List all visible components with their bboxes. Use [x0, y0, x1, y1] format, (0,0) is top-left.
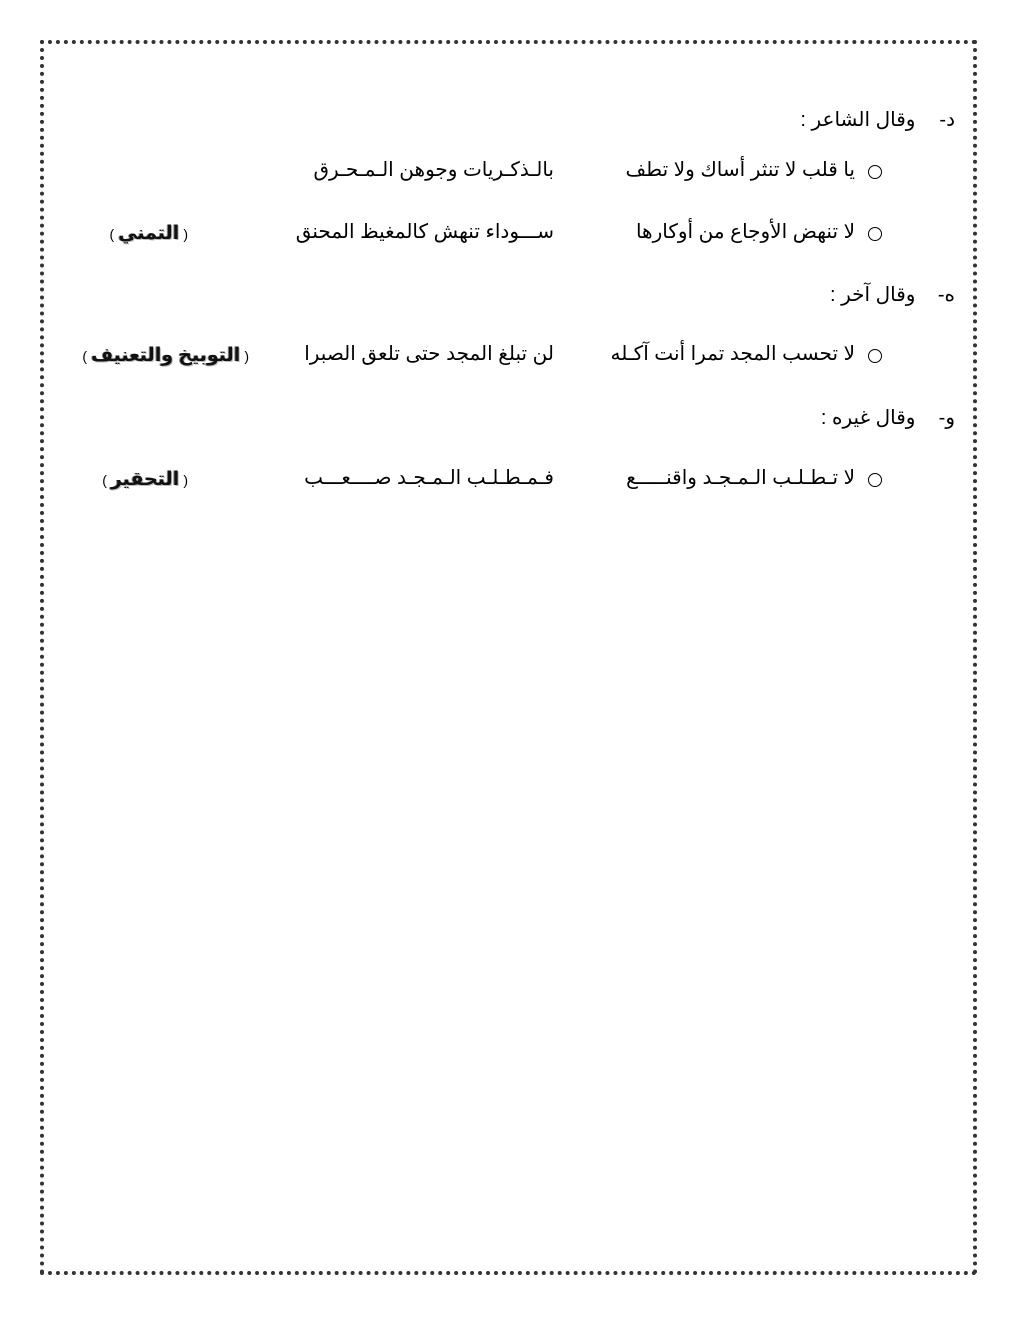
rhetorical-label: (التحقير) — [102, 469, 188, 490]
rhetorical-label-text: التوبيخ والتعنيف — [91, 345, 241, 366]
bullet-icon — [868, 227, 882, 241]
verse-first-hemistich: لا تـطـلـب الـمـجـد واقنـــــع — [626, 467, 855, 489]
section-intro: وقال آخر : — [829, 284, 916, 306]
section-heading — [830, 282, 955, 307]
verse-first-hemistich: لا تحسب المجد تمرا أنت آكـله — [610, 343, 855, 365]
rhetorical-label: (التوبيخ والتعنيف) — [82, 345, 249, 366]
verse-first-hemistich: يا قلب لا تنثر أساك ولا تطف — [625, 159, 855, 181]
bullet-icon — [868, 349, 882, 363]
section-heading — [821, 405, 955, 430]
section-letter: د- — [939, 109, 955, 131]
verse-second-hemistich: ســـوداء تنهش كالمغيظ المحنق — [295, 221, 554, 243]
verse-first-hemistich: لا تنهض الأوجاع من أوكارها — [635, 221, 855, 243]
rhetorical-label-text: التمني — [118, 223, 180, 244]
bullet-icon — [868, 473, 882, 487]
verse-second-hemistich: بالـذكـريات وجوهن الـمـحـرق — [313, 159, 554, 181]
section-intro: وقال غيره : — [820, 407, 916, 429]
rhetorical-label-text: التحقير — [110, 469, 180, 490]
section-heading — [800, 107, 955, 132]
verse-second-hemistich: لن تبلغ المجد حتى تلعق الصبرا — [304, 343, 554, 365]
section-letter: ه- — [937, 284, 955, 306]
rhetorical-label: (التمني) — [109, 223, 188, 244]
verse-second-hemistich: فـمـطـلـب الـمـجـد صــــعـــب — [304, 467, 554, 489]
section-intro: وقال الشاعر : — [800, 109, 916, 131]
bullet-icon — [868, 165, 882, 179]
section-letter: و- — [938, 407, 955, 429]
